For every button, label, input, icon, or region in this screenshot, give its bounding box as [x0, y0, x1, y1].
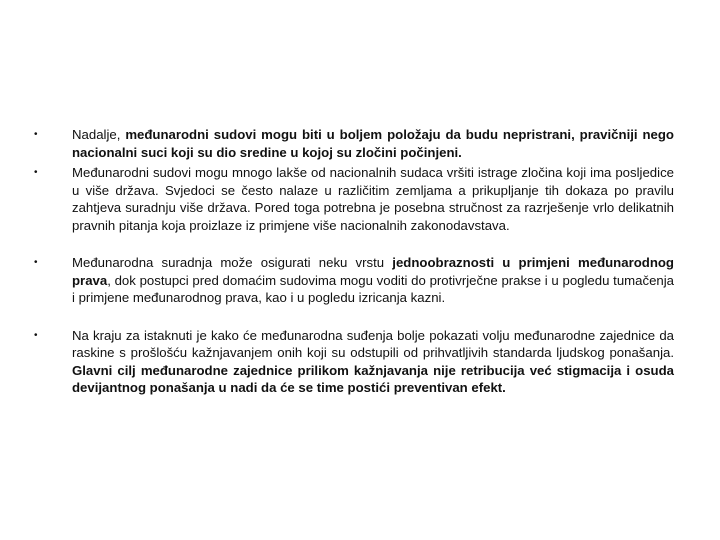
- paragraph-3-text-end: , dok postupci pred domaćim sudovima mogu voditi do protivrječne prakse i u pogledu tumačenja i primjene međunarodnog prava, kao i u pogledu izricanja kazni.: [72, 272, 674, 305]
- bullet-marker: •: [34, 257, 38, 268]
- paragraph-2-text: Međunarodni sudovi mogu mnogo lakše od nacionalnih sudaca vršiti istrage zločina koji ima posljedice u više država. Svjedoci se često nalaze u različitim zemljama a prikupljanje tih dokaza po pravilu zahtjeva suradnju više država. Pored toga potrebna je posebna stručnost za razrješenje vrlo delikatnih pravnih pitanja koja proizlaze iz primjene više nacionalnih zakonodavstava.: [72, 165, 674, 233]
- paragraph-4-text: Na kraju za istaknuti je kako će međunarodna suđenja bolje pokazati volju međunarodne zajednice da raskine s prošlošću kažnjavanjem onih koji su odstupili od prihvatljivih standarda ljudskog ponašanja.: [72, 327, 674, 360]
- paragraph-1-text: Nadalje,: [72, 127, 126, 142]
- bullet-marker: •: [34, 167, 38, 178]
- bullet-marker: •: [34, 329, 38, 341]
- bullet-item-4: [34, 327, 674, 397]
- bullet-item-3: [34, 254, 674, 307]
- paragraph-1-bold-text: međunarodni sudovi mogu biti u boljem položaju da budu nepristrani, pravičniji nego nacionalni suci koji su dio sredine u kojoj su zločini počinjeni.: [72, 127, 674, 160]
- paragraph-3-bold-text: jednoobraznosti u primjeni međunarodnog prava: [72, 255, 674, 288]
- paragraph-3-text: Međunarodna suradnja može osigurati neku vrstu: [72, 255, 393, 270]
- paragraph-4-bold-text: Glavni cilj međunarodne zajednice prilikom kažnjavanja nije retribucija već stigmacija i osuda devijantnog ponašanja u nadi da će se time postići preventivan efekt.: [72, 362, 674, 395]
- bullet-marker: •: [34, 129, 38, 140]
- bullet-list: [34, 126, 674, 397]
- bullet-item-2: [34, 164, 674, 234]
- bullet-item-1: [34, 126, 674, 161]
